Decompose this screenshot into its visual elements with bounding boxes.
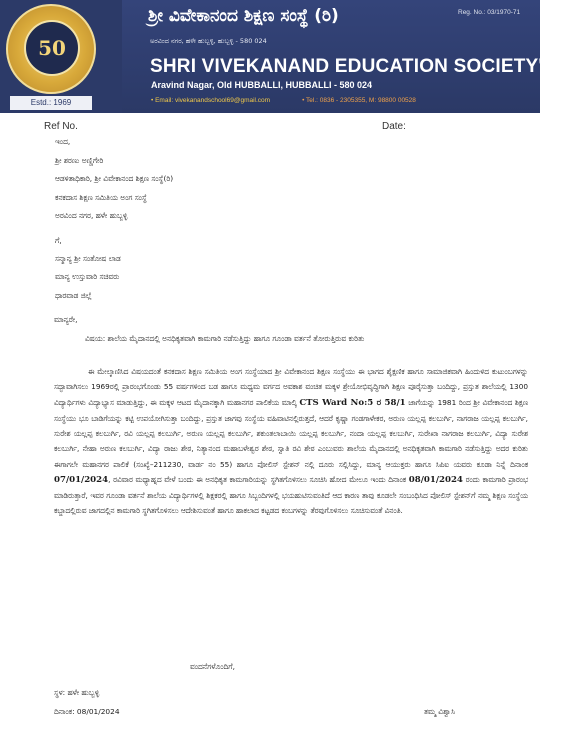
sender-name: ಶ್ರೀ ಶರಣು ಅಣ್ಣಿಗೇರಿ: [55, 156, 104, 165]
letterhead: [0, 0, 588, 113]
sender-organisation: ಕನಕದಾಸ ಶಿಕ್ಷಣ ಸಮಿತಿಯ ಅಂಗ ಸಂಸ್ಥೆ: [55, 193, 147, 202]
closing-greeting: ವಂದನೆಗಳೊಂದಿಗೆ,: [190, 662, 235, 671]
from-heading: ಇಂದ,: [55, 137, 71, 146]
recipient-district: ಧಾರವಾಡ ಜಿಲ್ಲೆ: [55, 291, 92, 300]
logo-emblem: [24, 20, 80, 76]
salutation: ಮಾನ್ಯರೇ,: [54, 315, 78, 324]
address-kannada: ಅರವಿಂದ ನಗರ, ಹಳೇ ಹುಬ್ಬಳ್ಳಿ, ಹುಬ್ಬಳ್ಳಿ - 580 024: [150, 37, 267, 45]
sender-designation: ಆಡಳಿತಾಧಿಕಾರಿ, ಶ್ರೀ ವಿವೇಕಾನಂದ ಶಿಕ್ಷಣ ಸಂಸ್ಥೆ(ರಿ): [55, 174, 174, 183]
work-start-date: 08/01/2024: [408, 474, 463, 485]
registration-number: Reg. No.: 03/1970-71: [458, 9, 521, 16]
subject-line: ವಿಷಯ: ಶಾಲೆಯ ಮೈದಾನದಲ್ಲಿ ಅನಧಿಕೃತವಾಗಿ ಕಾಮಗಾರಿ ನಡೆಸುತ್ತಿದ್ದು ಹಾಗೂ ಗೂಂಡಾ ವರ್ತನೆ ತೋರುತ್ತಿರುವ ಕುರಿತು: [85, 334, 365, 343]
telephone-text: • Tel.: 0836 - 2305355, M: 98800 00528: [302, 97, 416, 104]
logo-area: [0, 0, 122, 113]
body-text-3: , ರವಿವಾರ ಮಧ್ಯಾಹ್ನದ ವೇಳೆ ಬಂದು ಈ ಅನಧಿಕೃತ ಕಾಮಗಾರಿಯನ್ನು ಸ್ಥಗಿತಗೊಳಿಸಲು ಸೂಚಿಸಿ ಹೋದ ಮೇಲೂ ಇಂದು ದಿನಾಂಕ: [108, 474, 409, 484]
contact-line: [151, 97, 416, 104]
recipient-name: ಸನ್ಮಾನ್ಯ ಶ್ರೀ ಸಂತೋಷ ಲಾಡ: [55, 254, 121, 263]
society-logo-icon: [6, 4, 96, 94]
place-line: ಸ್ಥಳ: ಹಳೇ ಹುಬ್ಬಳ್ಳಿ: [54, 688, 100, 697]
established-year: Estd.: 1969: [10, 96, 92, 110]
recipient-designation: ಮಾನ್ಯ ಉಸ್ತುವಾರಿ ಸಚಿವರು: [55, 272, 120, 281]
date-label: Date:: [382, 121, 406, 132]
to-heading: ಗೆ,: [55, 236, 62, 245]
letter-date: ದಿನಾಂಕ: 08/01/2024: [54, 707, 120, 716]
society-title-english: SHRI VIVEKANAND EDUCATION SOCIETY'S (R): [150, 56, 588, 77]
logo-number: 50: [38, 36, 66, 60]
sender-address: ಅರವಿಂದ ನಗರ, ಹಳೇ ಹುಬ್ಬಳ್ಳಿ: [55, 211, 128, 220]
body-text-2: ಜಾಗೆಯನ್ನು 1981 ರಿಂದ ಶ್ರೀ ವಿವೇಕಾನಂದ ಶಿಕ್ಷಣ ಸಂಸ್ಥೆಯು ಭೂ ಬಾಡಿಗೆಯನ್ನು ಕಟ್ಟಿ ಉಪಯೋಗಿಸುತ್ತಾ ಬಂದಿದ್ದು, ಪ್ರಸ್ತುತ ಜಾಗವು ಸಂಸ್ಥೆಯ ವಹಿವಾಟಿನಲ್ಲಿರುತ್ತದೆ, ಆದರೆ ಕೃಷ್ಣಾ ಗಂಡಗಾಳೇಕರ, ಅರುಣ ಯಲ್ಲಪ್ಪ ಕಲಬುರ್ಗಿ, ನಾಗರಾಜ ಯಲ್ಲಪ್ಪ ಕಲಬುರ್ಗಿ, ಸುರೇಶ ಯಲ್ಲಪ್ಪ ಕಲಬುರ್ಗಿ, ರವಿ ಯಲ್ಲಪ್ಪ ಕಲಬುರ್ಗಿ, ಅರುಣ ಯಲ್ಲಪ್ಪ ಕಲಬುರ್ಗಿ, ಶಕುಂತಲಾಬಾಯಿ ಯಲ್ಲಪ್ಪ ಕಲಬುರ್ಗಿ, ನಂದಾ ಯಲ್ಲಪ್ಪ ಕಲಬುರ್ಗಿ, ಸುರೇಖಾ ನಾಗರಾಜ ಕಲಬುರ್ಗಿ, ವಿದ್ಯಾ ಸುರೇಶ ಕಲಬುರ್ಗಿ, ನೇಹಾ ಅರುಣ ಕಲಬುರ್ಗಿ, ವಿದ್ಯಾ ರಾಜು ಶೇಠ, ನಿತ್ಯಾನಂದ ಮಹಾಬಳೇಶ್ವರ ಶೇಠ, ಸ್ವಾತಿ ರವಿ ಶೇಠ ಎಂಬುವರು ಶಾಲೆಯ ಮೈದಾನದಲ್ಲಿ ಅನಧಿಕೃತವಾಗಿ ಕಾಮಗಾರಿ ನಡೆಸುತ್ತಿದ್ದು ಅದರ ಕುರಿತು ಈಗಾಗಲೇ ಮಹಾನಗರ ಪಾಲಿಕೆ (ಸಂಖ್ಯೆ–211230, ವಾರ್ಡ ನಂ 55) ಹಾಗೂ ಪೋಲಿಸ್ ಸ್ಟೇಶನ್ ನಲ್ಲಿ ದೂರು ಸಲ್ಲಿಸಿದ್ದು, ಮಾನ್ಯ ಆಯುಕ್ತರು ಹಾಗೂ ಸಿಪಿಐ ಯವರು ಕೂಡಾ ನಿನ್ನೆ ದಿನಾಂಕ: [54, 397, 528, 469]
society-title-kannada: ಶ್ರೀ ವಿವೇಕಾನಂದ ಶಿಕ್ಷಣ ಸಂಸ್ಥೆ (ರಿ): [148, 6, 339, 26]
yours-faithfully: ತಮ್ಮ ವಿಶ್ವಾಸಿ: [424, 707, 455, 716]
body-text-4: ರಂದು ಕಾಮಗಾರಿ ಪ್ರಾರಂಭ ಮಾಡಿರುತ್ತಾರೆ, ಇವರ ಗೂಂಡಾ ವರ್ತನೆ ಶಾಲೆಯ ವಿದ್ಯಾರ್ಥಿಗಳಲ್ಲಿ ಶಿಕ್ಷಕರಲ್ಲಿ ಹಾಗೂ ಸಿಬ್ಬಂದಿಗಳಲ್ಲಿ ಭಯಹುಟಿಸುವಂತಿದೆ ಆದ ಕಾರಣ ತಾವು ಕೂಡಲೇ ಸಂಬಂಧಿಸಿದ ಪೋಲಿಸ್ ಸ್ಟೇಶನ್‌ಗೆ ನಮ್ಮ ಶಿಕ್ಷಣ ಸಂಸ್ಥೆಯ ಕಬ್ಜಾದಲ್ಲಿರುವ ಜಾಗದಲ್ಲಿನ ಕಾಮಗಾರಿ ಸ್ಥಗಿತಗೊಳಿಸಲು ಆದೇಶಿಸುವಂತೆ ಹಾಗೂ ಹಾಕಲಾದ ಕಟ್ಟಡದ ಕಂಬಗಳನ್ನು ತೆರವುಗೊಳಿಸಲು ಸೂಚಿಸುವಂತೆ ವಿನಂತಿ.: [54, 474, 528, 516]
cts-reference: CTS Ward No:5 ರ 58/1: [299, 397, 406, 408]
complaint-date: 07/01/2024: [54, 474, 109, 485]
ref-number-label: Ref No.: [44, 121, 78, 132]
letter-body: [54, 364, 528, 519]
body-text-1: ಈ ಮೇಲ್ಕಾಣಿಸಿದ ವಿಷಯದಂತೆ ಕನಕದಾಸ ಶಿಕ್ಷಣ ಸಮಿತಿಯ ಅಂಗ ಸಂಸ್ಥೆಯಾದ ಶ್ರೀ ವಿವೇಕಾನಂದ ಶಿಕ್ಷಣ ಸಂಸ್ಥೆಯು ಈ ಭಾಗದ ಶೈಕ್ಷಣಿಕ ಹಾಗೂ ಸಾಮಾಜಿಕವಾಗಿ ಹಿಂದುಳಿದ ಕುಟುಂಬಗಳನ್ನು ಸದ್ಭಾವಾಗಿಸಲು 1969ರಲ್ಲಿ ಪ್ರಾರಂಭಗೊಂಡು 55 ವರ್ಷಗಳಿಂದ ಬಡ ಹಾಗೂ ಮಧ್ಯಮ ವರ್ಗದ ಅವಕಾಶ ವಂಚಿತ ಮಕ್ಕಳ ಶ್ರೇಯೋಭಿವೃದ್ಧಿಗಾಗಿ ಶಿಕ್ಷಣ ಪೂರೈಸುತ್ತಾ ಬಂದಿದ್ದು, ಪ್ರಸ್ತುತ ಶಾಲೆಯಲ್ಲಿ 1300 ವಿದ್ಯಾರ್ಥಿಗಳು ವಿದ್ಯಾಭ್ಯಾಸ ಮಾಡುತ್ತಿದ್ದು, ಈ ಮಕ್ಕಳ ಆಟದ ಮೈದಾನಕ್ಕಾಗಿ ಮಹಾನಗರ ಪಾಲಿಕೆಯ ಮಾಲ್ಕಿ: [54, 367, 528, 407]
address-english: Aravind Nagar, Old HUBBALLI, HUBBALLI - 580 024: [151, 80, 373, 90]
email-text: • Email: vivekanandschool69@gmail.com: [151, 97, 271, 104]
